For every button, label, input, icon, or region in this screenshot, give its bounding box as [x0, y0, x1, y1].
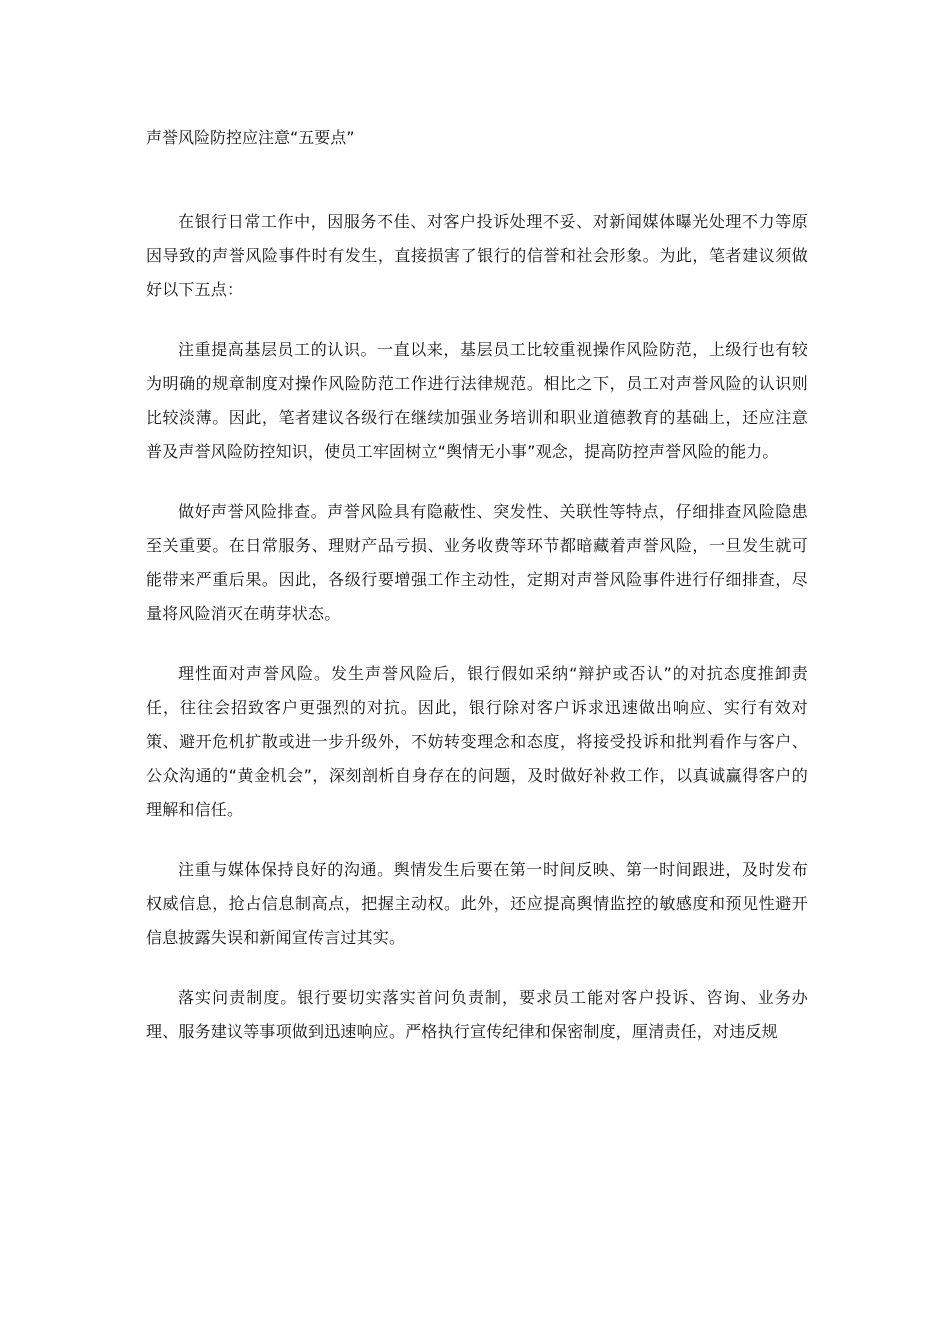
paragraph-accountability: 落实问责制度。银行要切实落实首问负责制，要求员工能对客户投诉、咨询、业务办理、服务建议等事项做到迅速响应。严格执行宣传纪律和保密制度，厘清责任，对违反规 [146, 988, 808, 1041]
paragraph-rational-response: 理性面对声誉风险。发生声誉风险后，银行假如采纳“辩护或否认”的对抗态度推卸责任，往往会招致客户更强烈的对抗。因此，银行除对客户诉求迅速做出响应、实行有效对策、避开危机扩散或进一步升级外，不妨转变理念和态度，将接受投诉和批判看作与客户、公众沟通的“黄金机会”，深刻剖析自身存在的问题，及时做好补救工作，以真诚赢得客户的理解和信任。 [146, 664, 808, 819]
paragraph-risk-screening: 做好声誉风险排查。声誉风险具有隐蔽性、突发性、关联性等特点，仔细排查风险隐患至关重要。在日常服务、理财产品亏损、业务收费等环节都暗藏着声誉风险，一旦发生就可能带来严重后果。因此，各级行要增强工作主动性，定期对声誉风险事件进行仔细排查，尽量将风险消灭在萌芽状态。 [146, 502, 808, 623]
document-body [146, 205, 808, 1075]
paragraph-intro: 在银行日常工作中，因服务不佳、对客户投诉处理不妥、对新闻媒体曝光处理不力等原因导致的声誉风险事件时有发生，直接损害了银行的信誉和社会形象。为此，笔者建议须做好以下五点： [146, 212, 808, 299]
paragraph-staff-awareness: 注重提高基层员工的认识。一直以来，基层员工比较重视操作风险防范，上级行也有较为明确的规章制度对操作风险防范工作进行法律规范。相比之下，员工对声誉风险的认识则比较淡薄。因此，笔者建议各级行在继续加强业务培训和职业道德教育的基础上，还应注意普及声誉风险防控知识，使员工牢固树立“舆情无小事”观念，提高防控声誉风险的能力。 [146, 340, 808, 461]
document-title: 声誉风险防控应注意“五要点” [146, 128, 355, 147]
paragraph-media-communication: 注重与媒体保持良好的沟通。舆情发生后要在第一时间反映、第一时间跟进，及时发布权威信息，抢占信息制高点，把握主动权。此外，还应提高舆情监控的敏感度和预见性避开信息披露失误和新闻宣传言过其实。 [146, 860, 808, 947]
